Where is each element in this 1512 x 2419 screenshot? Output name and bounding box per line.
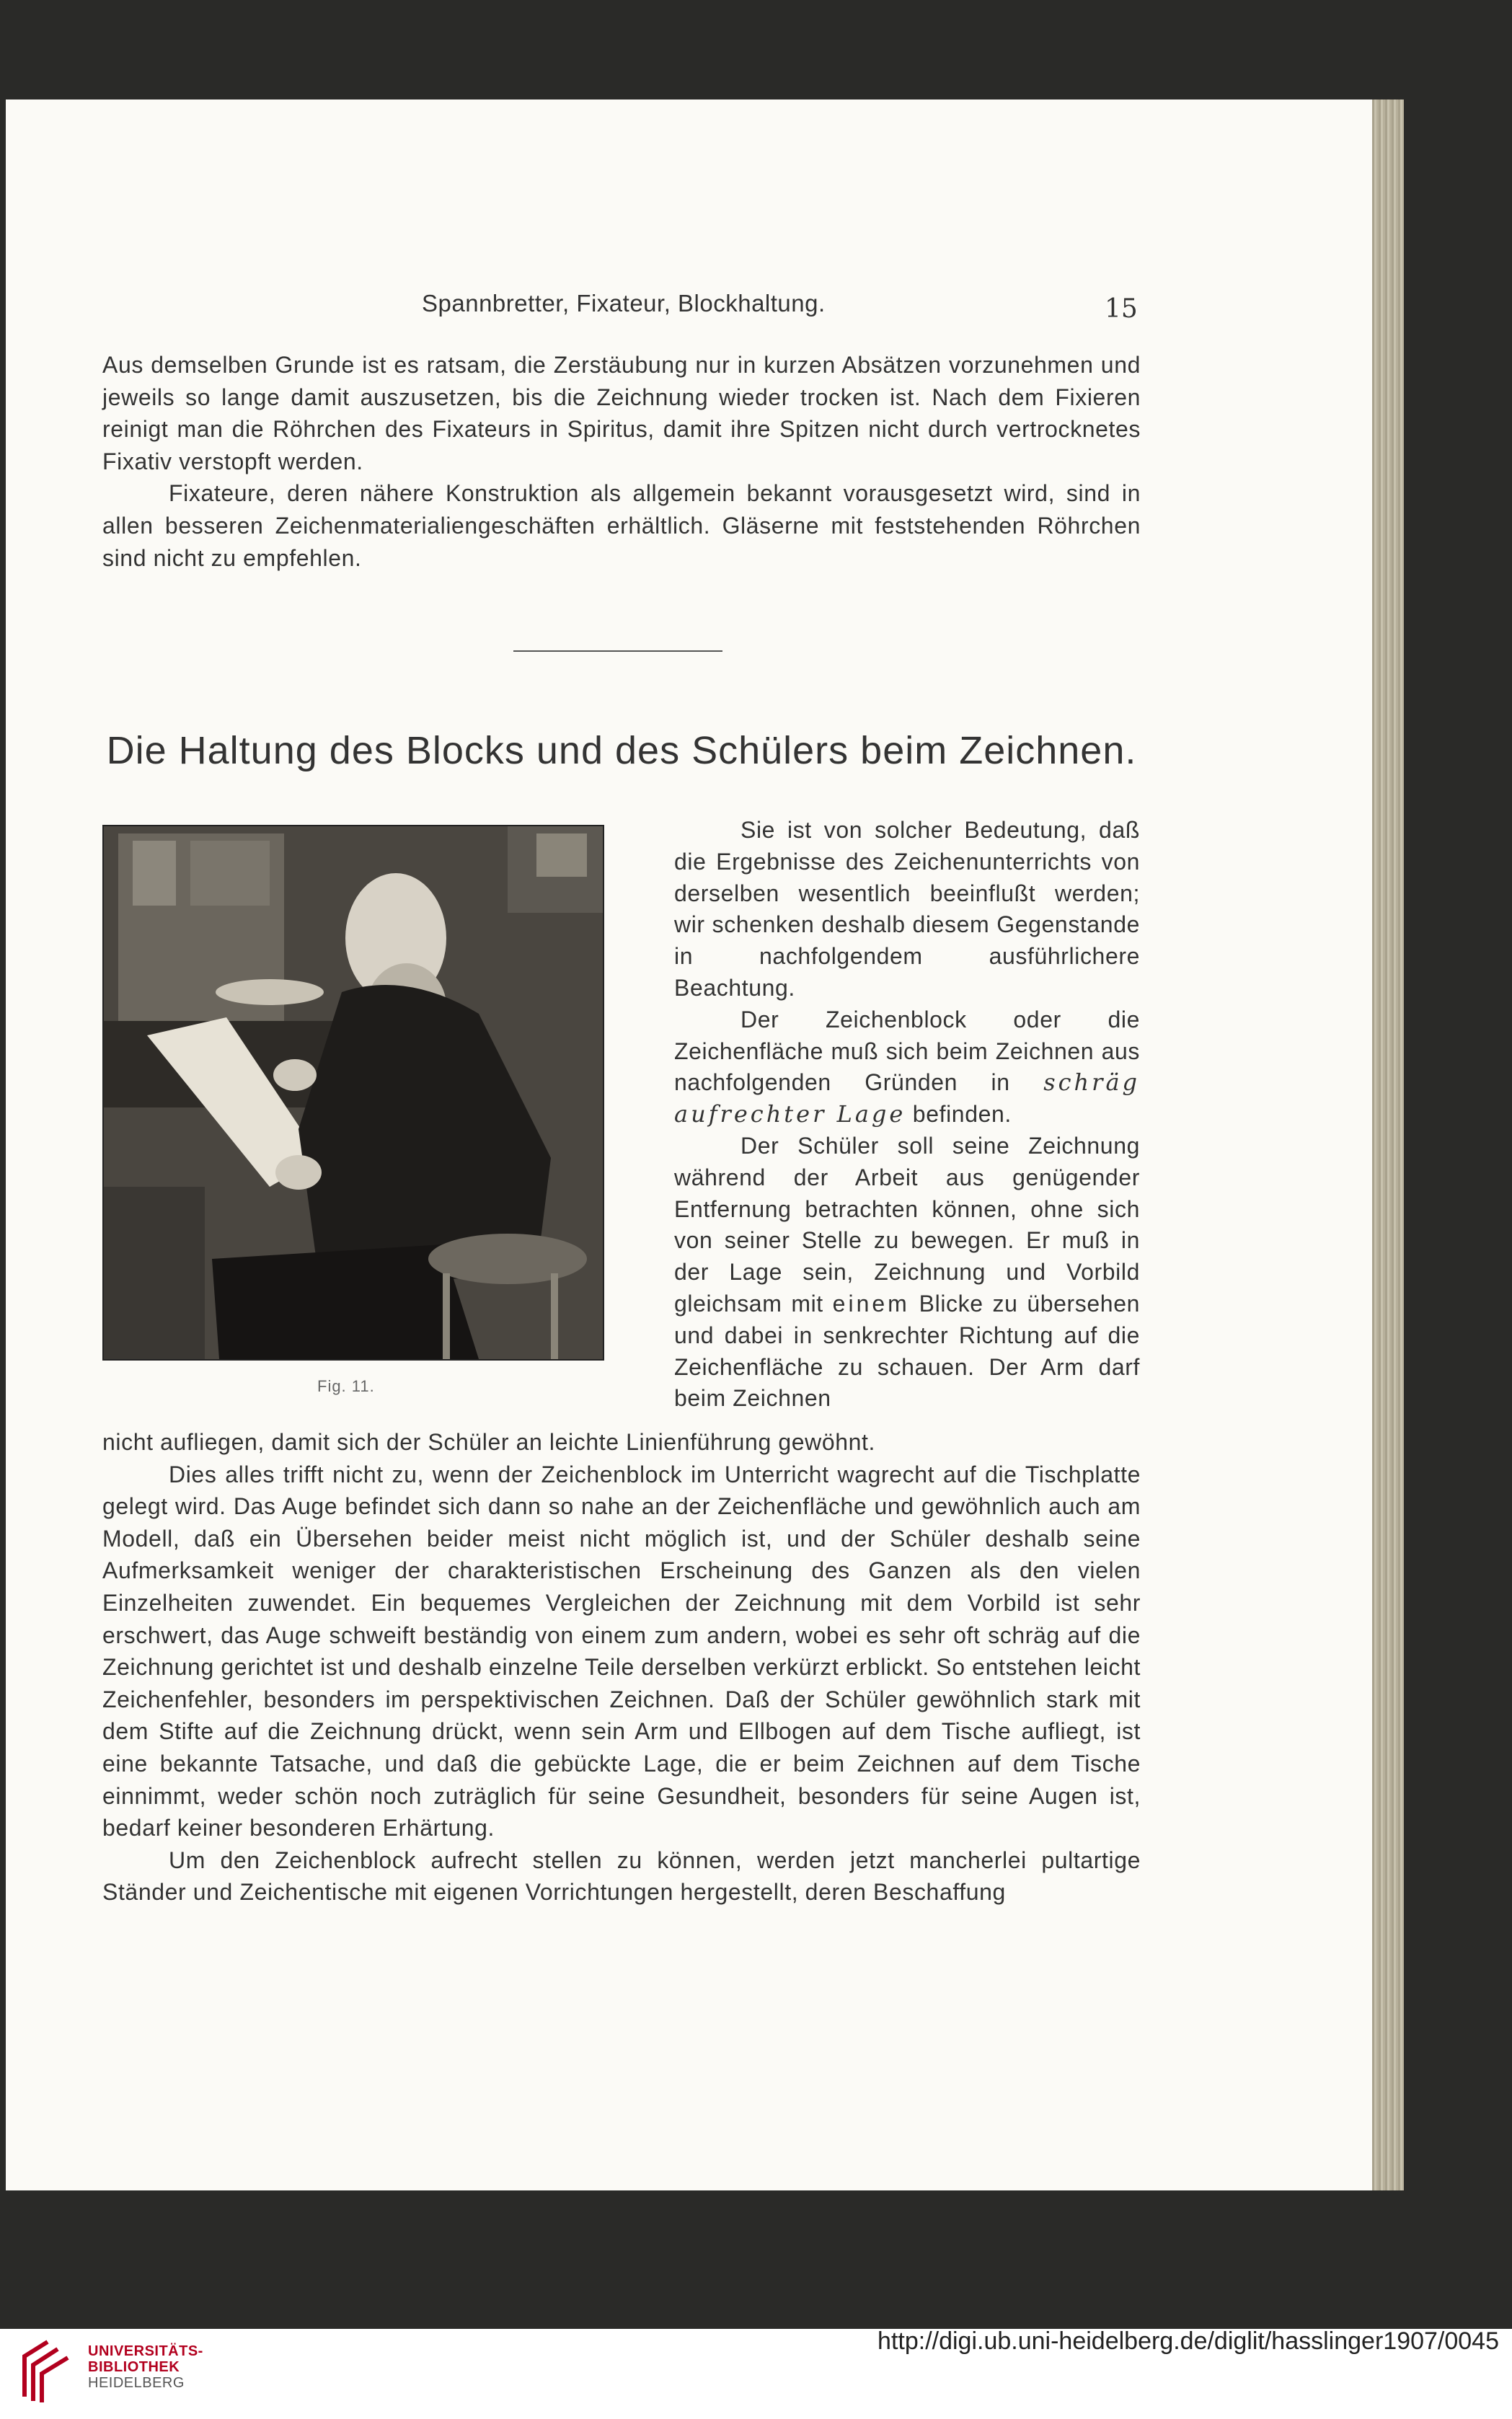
section-heading: Die Haltung des Blocks und des Schülers beim Zeichnen.: [106, 729, 1137, 772]
library-name-line: HEIDELBERG: [88, 2375, 185, 2391]
side-text-column: [674, 815, 1140, 1415]
paragraph: Fixateure, deren nähere Konstruktion als allgemein bekannt vorausgesetzt wird, sind in allen besseren Zeichenmaterialiengeschäften erhältlich. Gläserne mit feststehenden Röhrchen sind nicht zu empfehlen.: [102, 480, 1141, 571]
page-number: 15: [1105, 294, 1138, 324]
paragraph: Um den Zeichenblock aufrecht stellen zu können, werden jetzt mancherlei pultartige Ständer und Zeichentische mit eigenen Vorrichtungen hergestellt, deren Beschaffung: [102, 1847, 1141, 1906]
paragraph: [674, 1004, 1140, 1131]
library-name: [88, 2343, 203, 2391]
bottom-text-block: [102, 1426, 1141, 1909]
paragraph-text: befinden.: [906, 1101, 1012, 1128]
library-name-line: BIBLIOTHEK: [88, 2359, 180, 2375]
section-divider: [513, 650, 722, 652]
photo-illustration: [104, 826, 603, 1359]
top-text-block: [102, 349, 1141, 574]
paragraph-text: Der Schüler soll seine Zeichnung während der Arbeit aus genügender Entfernung betrachten können, ohne sich von seiner Stelle zu bewegen. Er muß in der Lage sein, Zeichnung und Vorbild gleichsam mit: [674, 1132, 1140, 1317]
library-logo-icon: [16, 2336, 88, 2405]
permalink-url[interactable]: http://digi.ub.uni-heidelberg.de/diglit/hasslinger1907/0045: [877, 2327, 1499, 2355]
paragraph-text: Der Zeichenblock oder die Zeichenfläche muß sich beim Zeichnen aus nachfolgenden Gründen in: [674, 1006, 1140, 1096]
paragraph: nicht aufliegen, damit sich der Schüler an leichte Linienführung gewöhnt.: [102, 1429, 876, 1455]
paragraph: Aus demselben Grunde ist es ratsam, die Zerstäubung nur in kurzen Absätzen vorzunehmen und jeweils so lange damit auszusetzen, bis die Zeichnung wieder trocken ist. Nach dem Fixieren reinigt man die Röhrchen des Fixateurs in Spiritus, damit ihre Spitzen nicht durch vertrocknetes Fixativ verstopft werden.: [102, 352, 1141, 474]
paragraph: Sie ist von solcher Bedeutung, daß die Ergebnisse des Zeichenunterrichts von derselben wesentlich beeinflußt werden; wir schenken deshalb diesem Gegenstande in nachfolgendem ausführlichere Beachtung.: [674, 817, 1140, 1001]
paragraph-text: Blicke zu übersehen und dabei in senkrechter Richtung auf die Zeichenfläche zu schauen. Der Arm darf beim Zeichnen: [674, 1290, 1140, 1412]
library-name-line: UNIVERSITÄTS-: [88, 2343, 203, 2359]
paragraph: Dies alles trifft nicht zu, wenn der Zeichenblock im Unterricht wagrecht auf die Tischplatte gelegt wird. Das Auge befindet sich dann so nahe an der Zeichenfläche und gewöhnlich auch am Modell, daß ein Übersehen beider meist nicht möglich ist, und der Schüler deshalb seine Aufmerksamkeit weniger der charakteristischen Erscheinung des Ganzen als den vielen Einzelheiten zuwendet. Ein bequemes Vergleichen der Zeichnung mit dem Vorbild ist sehr erschwert, das Auge schweift beständig von einem zum andern, wobei es sehr oft schräg auf die Zeichnung gerichtet ist und deshalb einzelne Teile derselben verkürzt erblickt. So entstehen leicht Zeichenfehler, besonders im perspektivischen Zeichnen. Daß der Schüler gewöhnlich stark mit dem Stifte auf die Zeichnung drückt, wenn sein Arm und Ellbogen auf dem Tische aufliegt, ist eine bekannte Tatsache, und daß die gebückte Lage, die er beim Zeichnen auf dem Tische einnimmt, weder schön noch zuträglich für seine Gesundheit, besonders für seine Augen ist, bedarf keiner besonderen Erhärtung.: [102, 1461, 1141, 1841]
book-binding-edge: [1372, 99, 1404, 2190]
figure-caption: Fig. 11.: [317, 1377, 375, 1395]
emphasis-text: einem: [832, 1290, 910, 1317]
figure-photo: [102, 825, 604, 1361]
emphasis-text: schräg aufrechter Lage: [674, 1069, 1140, 1128]
running-head: Spannbretter, Fixateur, Blockhaltung.: [422, 290, 826, 317]
paragraph: [674, 1131, 1140, 1415]
